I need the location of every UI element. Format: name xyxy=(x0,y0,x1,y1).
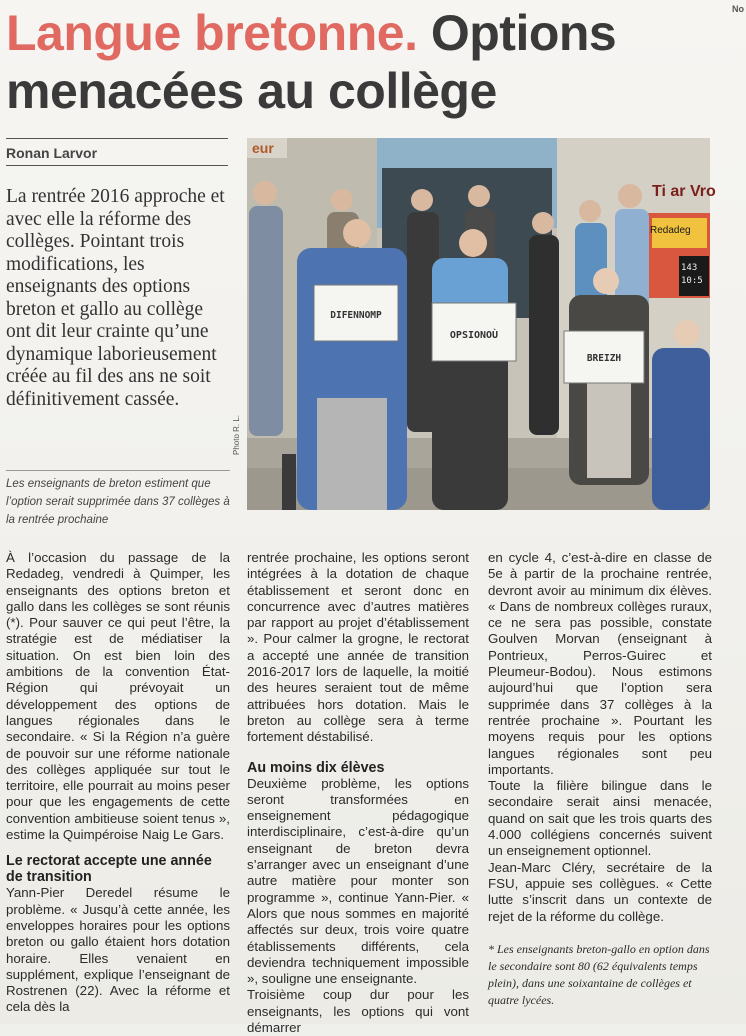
photo-credit: Photo R. L. xyxy=(232,414,241,455)
article-column-3 xyxy=(488,550,712,1009)
subhead-rectorat: Le rectorat accepte une année de transition xyxy=(6,853,212,886)
article-column-1 xyxy=(6,550,230,1016)
lede-paragraph: La rentrée 2016 approche et avec elle la réforme des collèges. Pointant trois modifications, les enseignants des options breton et gallo au collège ont dit leur crainte qu’une dynamique laborieusement créée au fil des ans ne soit définitivement cassée. xyxy=(6,186,225,410)
storefront-sign: Ti ar Vro xyxy=(652,183,716,200)
article-column-2 xyxy=(247,550,469,1036)
headline-rest: Options menacées au collège xyxy=(6,5,617,119)
article-headline xyxy=(6,4,736,120)
col2-paragraph-3: Troisième coup dur pour les enseignants, les options qui vont démarrer xyxy=(247,987,469,1036)
svg-text:143: 143 xyxy=(681,263,698,273)
col2-paragraph-1: rentrée prochaine, les options seront intégrées à la dotation de chaque établissement et seront donc en concurrence avec d’autres matières par rapport au projet d’établissement ». Pour calmer la grogne, le rectorat a accepté une année de transition 2016-2017 lors de laquelle, la moitié des heures seraient tout de même attribuées hors dotation. Mais le breton au collège sera à terme fortement déstabilisé. xyxy=(247,550,469,745)
col3-paragraph-3: Jean-Marc Cléry, secrétaire de la FSU, appuie ses collègues. « Cette lutte s’inscrit dans un contexte de rejet de la réforme du collège. xyxy=(488,859,712,924)
poster-text: Redadeg xyxy=(650,225,691,236)
group-photo-illustration xyxy=(247,138,716,510)
footnote: * Les enseignants breton-gallo en option dans le secondaire sont 80 (62 équivalents temps plein), dans une soixantaine de collèges et quatre lycées. xyxy=(488,941,710,1007)
svg-text:eur: eur xyxy=(252,140,274,156)
col2-paragraph-2: Deuxième problème, les options seront transformées en enseignement pédagogique interdisciplinaire, c’est-à-dire qu’un enseignant de breton devra s’arranger avec un enseignant d’une autre matière pour monter son programme », continue Yann-Pier. « Alors que nous sommes en majorité affectés sur deux, trois voire quatre établissements différents, cela deviendra techniquement impossible », souligne une enseignante. xyxy=(247,775,469,987)
sign-difennomp: DIFENNOMP xyxy=(330,310,382,321)
page-edge-mark: No xyxy=(732,4,744,14)
svg-text:10:5: 10:5 xyxy=(681,276,703,286)
sign-breizh: BREIZH xyxy=(586,353,622,364)
sign-opsionou: OPSIONOÙ xyxy=(449,330,499,341)
byline: Ronan Larvor xyxy=(6,138,228,166)
headline-accent: Langue bretonne. xyxy=(6,5,418,61)
subhead-dix-eleves: Au moins dix élèves xyxy=(247,759,385,776)
col3-paragraph-2: Toute la filière bilingue dans le secondaire serait ainsi menacée, quand on sait que les trois quarts des 4.000 collégiens concernés suivent un enseignement optionnel. xyxy=(488,778,712,859)
photo-caption: Les enseignants de breton estiment que l’option serait supprimée dans 37 collèges à la rentrée prochaine xyxy=(6,470,230,529)
group-photo xyxy=(247,138,716,510)
col1-paragraph-1: À l’occasion du passage de la Redadeg, vendredi à Quimper, les enseignants des options breton et gallo dans les collèges se sont réunis (*). Pour sauver ce qui peut l’être, la stratégie est de médiatiser la situation. On est bien loin des ambitions de la convention État-Région qui prévoyait un développement des options de langues régionales dans le secondaire. « Si la Région n’a guère de pouvoir sur une réforme nationale des collèges appliquée sur tout le territoire, elle pourrait au moins peser pour que les engagements de cette convention ambitieuse soient tenus », estime la Quimpéroise Naig Le Gars. xyxy=(6,550,230,843)
col1-paragraph-2: Yann-Pier Deredel résume le problème. « Jusqu’à cette année, les enveloppes horaires pour les options breton ou gallo étaient hors dotation horaire. Elles venaient en supplément, explique l’enseignant de Rostrenen (22). Avec la réforme et cela dès la xyxy=(6,885,230,1015)
col3-paragraph-1: en cycle 4, c’est-à-dire en classe de 5e à partir de la prochaine rentrée, devront avoir au minimum dix élèves. « Dans de nombreux collèges ruraux, ce ne sera pas possible, constate Goulven Morvan (enseignant à Pontrieux, Perros-Guirec et Pleumeur-Bodou). Nous estimons aujourd’hui que l’option sera supprimée dans 37 collèges à la rentrée prochaine ». Pourtant les moyens requis pour les options langues régionales sont peu importants. xyxy=(488,550,712,777)
